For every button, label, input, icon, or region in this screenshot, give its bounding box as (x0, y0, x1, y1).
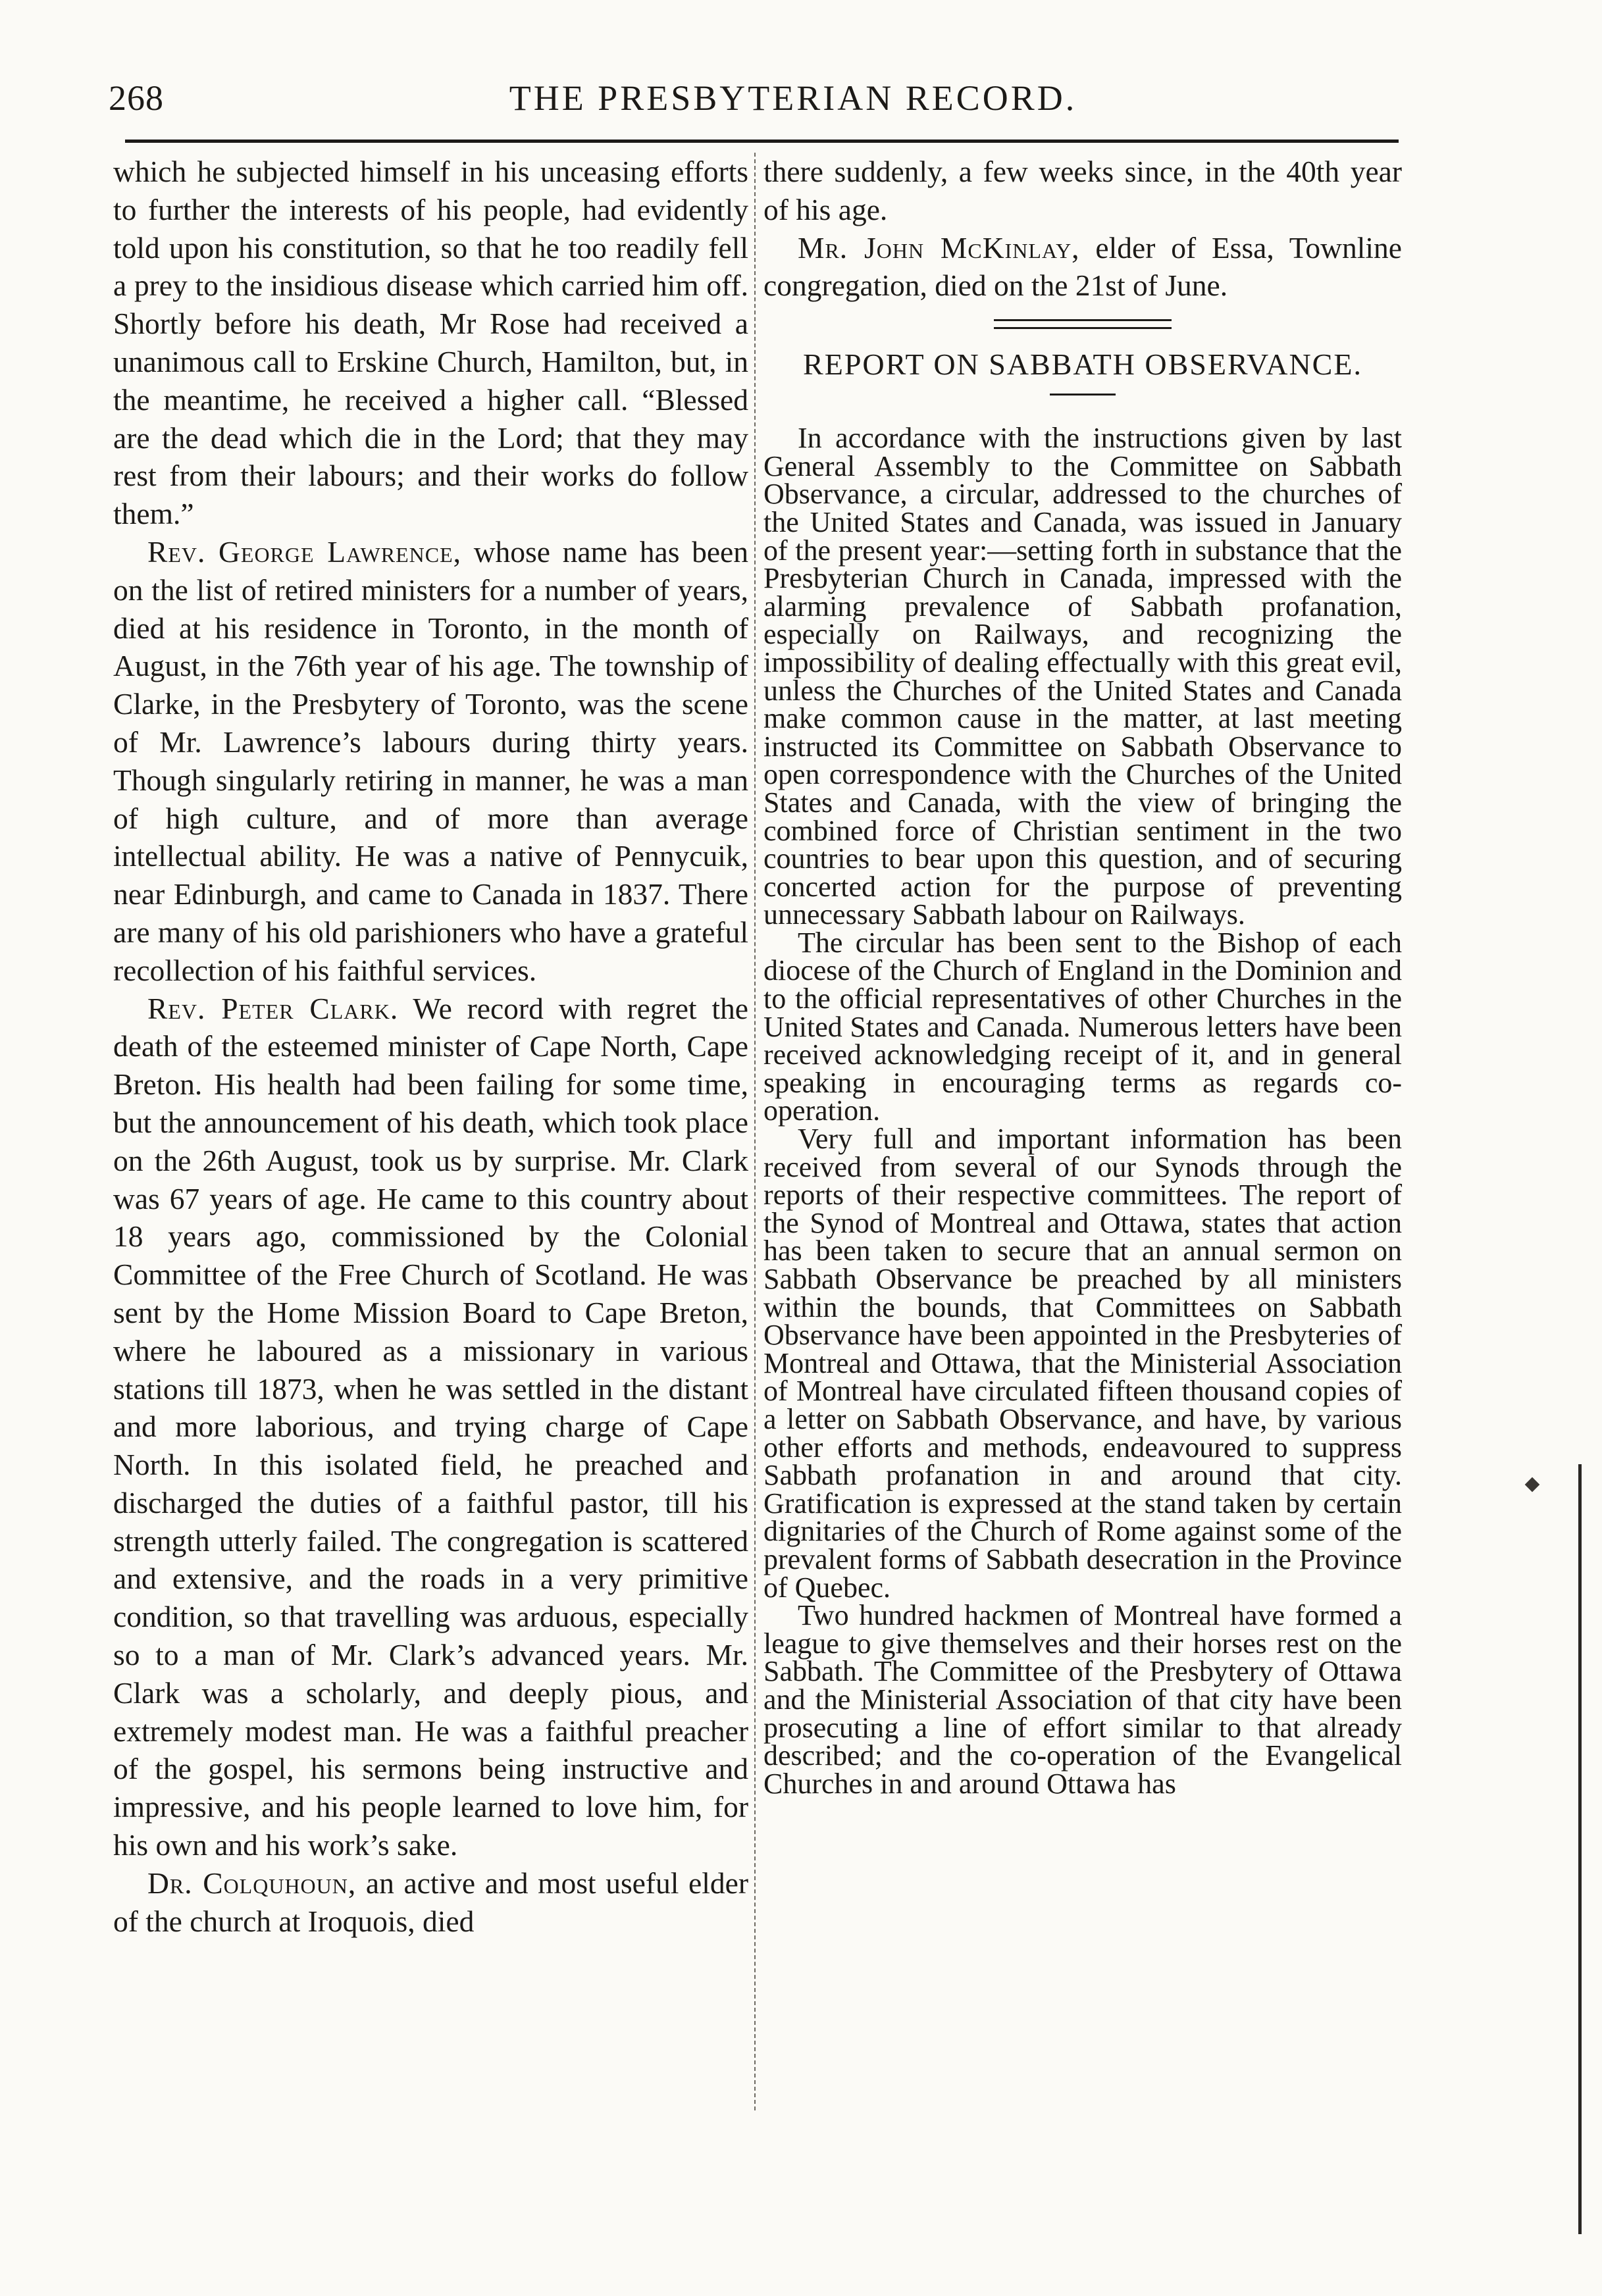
left-column (113, 153, 748, 1940)
clark-obituary (113, 990, 748, 1864)
section-separator (994, 319, 1172, 329)
heading-rule (1050, 394, 1116, 395)
colquhoun-continuation: there suddenly, a few weeks since, in the 40th year of his age. (763, 155, 1402, 226)
report-paragraph: Very full and important information has been received from several of our Synods through the reports of their respective committees. The report of the Synod of Montreal and Ottawa, states that action has been taken to secure that an annual sermon on Sabbath Observance be preached by all ministers within the bounds, that Committees on Sabbath Observance have been appointed in the Presbyteries of Montreal and Ottawa, that the Ministerial Association of Montreal have circulated fifteen thousand copies of a letter on Sabbath Observance, and have, by various other efforts and methods, endeavoured to suppress Sabbath profanation in and around that city. Gratification is expressed at the stand taken by certain dignitaries of the Church of Rome against some of the prevalent forms of Sabbath desecration in the Province of Quebec. (763, 1123, 1402, 1604)
lawrence-text: whose name has been on the list of retired ministers for a number of years, died at his residence in Toronto, in the month of August, in the 76th year of his age. The township of Clarke, in the Presbytery of Toronto, was the scene of Mr. Lawrence’s labours during thirty years. Though singularly retiring in manner, he was a man of high culture, and of more than average intellectual ability. He was a native of Pennycuik, near Edinburgh, and came to Canada in 1837. There are many of his old parishioners who have a grateful recollection of his faithful services. (113, 534, 749, 987)
clark-text: We record with regret the death of the esteemed minister of Cape North, Cape Breton. His health had been failing for some time, but the announcement of his death, which took place on the 26th August, took us by surprise. Mr. Clark was 67 years of age. He came to this country about 18 years ago, commissioned by the Colonial Committee of the Free Church of Scotland. He was sent by the Home Mission Board to Cape Breton, where he laboured as a missionary in various stations till 1873, when he was settled in the distant and more laborious, and trying charge of Cape North. In this isolated field, he preached and discharged the duties of a faithful pastor, till his strength utterly failed. The congregation is scattered and extensive, and the roads in a very primitive condition, so that travelling was arduous, especially so to a man of Mr. Clark’s advanced years. Mr. Clark was a scholarly, and deeply pious, and extremely modest man. He was a faithful preacher of the gospel, his sermons being instructive and impressive, and his people learned to love him, for his own and his work’s sake. (113, 991, 748, 1862)
page-number: 268 (109, 78, 164, 118)
lawrence-obituary (113, 533, 748, 990)
report-paragraph: In accordance with the instructions given by last General Assembly to the Committee on Sabbath Observance, a circular, addressed to the churches of the United States and Canada, was issued in January of the present year:—setting forth in substance that the Presbyterian Church in Canada, impressed with the alarming prevalence of Sabbath profanation, especially on Railways, and recognizing the impossibility of dealing effectually with this great evil, unless the Churches of the United States and Canada make common cause in the matter, at last meeting instructed its Committee on Sabbath Observance to open correspondence with the Churches of the United States and Canada, with the view of bringing the combined force of Christian sentiment in the two countries to bear upon this question, and of securing concerted action for the purpose of preventing unnecessary Sabbath labour on Railways. (763, 422, 1402, 931)
rose-obituary-continuation: which he subjected himself in his unceasing efforts to further the interests of his people, had evidently told upon his constitution, so that he too readily fell a prey to the insidious disease which carried him off. Shortly before his death, Mr Rose had received a unanimous call to Erskine Church, Hamilton, but, in the meantime, he received a higher call. “Blessed are the dead which die in the Lord; that they may rest from their labours; and their works do follow them.” (113, 155, 748, 531)
colquhoun-name: Dr. Colquhoun, (147, 1866, 357, 1900)
column-divider (754, 153, 756, 2110)
colquhoun-text: an active and most useful elder of the church at Iroquois, died (113, 1866, 748, 1938)
report-paragraph: Two hundred hackmen of Montreal have formed a league to give themselves and their horses rest on the Sabbath. The Committee of the Presbytery of Ottawa and the Ministerial Association of that city have been prosecuting a line of effort similar to that already described; and the co-operation of the Evangelical Churches in and around Ottawa has (763, 1599, 1402, 1800)
right-column (763, 153, 1402, 1798)
mckinlay-text: elder of Essa, Townline congregation, died on the 21st of June. (763, 230, 1402, 303)
page-edge-mark (1578, 1464, 1582, 2234)
mckinlay-obituary (763, 229, 1402, 305)
page-edge-dot (1525, 1477, 1540, 1492)
running-title: THE PRESBYTERIAN RECORD. (509, 78, 1077, 118)
mckinlay-name: Mr. John McKinlay, (798, 230, 1080, 265)
clark-name: Rev. Peter Clark. (147, 991, 399, 1025)
lawrence-name: Rev. George Lawrence, (147, 534, 462, 569)
report-paragraph: The circular has been sent to the Bishop of each diocese of the Church of England in the Dominion and to the official representatives of other Churches in the United States and Canada. Numerous letters have been received acknowledging receipt of it, and in general speaking in encouraging terms as regards co-operation. (763, 926, 1402, 1127)
section-heading: REPORT ON SABBATH OBSERVANCE. (803, 347, 1362, 382)
page-header (109, 78, 1399, 130)
colquhoun-obituary (113, 1864, 748, 1941)
header-rule (125, 140, 1399, 143)
obituary-continuation-block (763, 153, 1402, 305)
